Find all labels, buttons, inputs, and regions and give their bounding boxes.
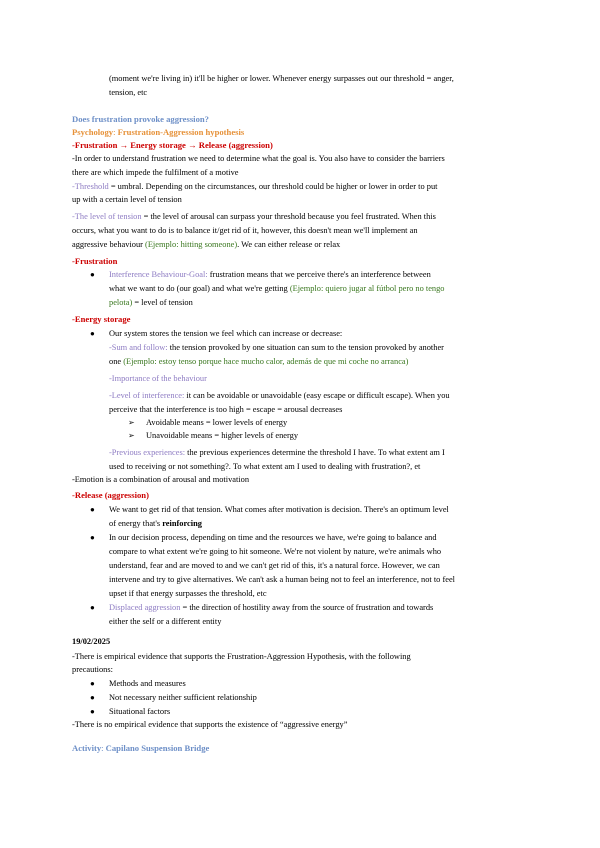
arrow-bullet-icon: ➢	[128, 431, 135, 440]
release-b3-line-2: either the self or a different entity	[109, 617, 222, 626]
unavoidable-item: Unavoidable means = higher levels of energy	[146, 431, 299, 440]
interference-def: frustration means that we perceive there's an interference between	[207, 270, 431, 279]
level-interference-term: -Level of interference:	[109, 391, 185, 400]
sum-def: the tension provoked by one situation can sum to the tension provoked by another	[167, 343, 444, 352]
displaced-term: Displaced aggression	[109, 603, 181, 612]
interference-line-1	[109, 389, 450, 402]
frustration-line-2-start: what we want to do (our goal) and what we're getting	[109, 284, 290, 293]
release-b1-line-1: We want to get rid of that tension. What comes after motivation is decision. There's an optimum level	[109, 505, 449, 514]
release-b2-line-3: understand, fear and are moved to and we can't get rid of this, it's a natural force. However, we can	[109, 561, 440, 570]
psychology-label: Psychology	[72, 127, 114, 137]
energy-heading: -Energy storage	[72, 314, 131, 324]
tension-example: (Ejemplo: hitting someone)	[145, 240, 238, 249]
bullet-dot-icon: ●	[90, 707, 95, 716]
sum-example: (Ejemplo: estoy tenso porque hace mucho calor, además de que mi coche no arranca)	[123, 357, 409, 366]
release-b2-line-5: upset if that energy surpasses the threshold, etc	[109, 589, 267, 598]
arrow-bullet-icon: ➢	[128, 418, 135, 427]
bullet-dot-icon: ●	[90, 533, 95, 542]
bullet-dot-icon: ●	[90, 505, 95, 514]
frustration-bullet-line-2	[109, 282, 445, 295]
release-b1-start: of energy that's	[109, 519, 163, 528]
continuation-line-2: tension, etc	[109, 88, 148, 97]
release-b1-line-2	[109, 517, 202, 530]
sum-line-1	[109, 341, 444, 354]
activity-heading	[72, 742, 209, 755]
date-heading: 19/02/2025	[72, 637, 111, 646]
release-b3-line-1	[109, 601, 433, 614]
interference-line-2: perceive that the interference is too high = escape = arousal decreases	[109, 405, 343, 414]
previous-def: the previous experiences determine the threshold I have. To what extent am I	[185, 448, 445, 457]
previous-line-2: used to receiving or not something?. To what extent am I used to dealing with frustration?, et	[109, 462, 421, 471]
chain-heading: -Frustration → Energy storage → Release (aggression)	[72, 140, 273, 150]
threshold-line-2: up with a certain level of tension	[72, 195, 182, 204]
no-evidence-line: -There is no empirical evidence that supports the existence of “aggressive energy”	[72, 720, 348, 729]
intro-line-2: there are which impede the fulfilment of a motive	[72, 168, 239, 177]
frustration-bullet-line-1	[109, 268, 431, 281]
question-heading: Does frustration provoke aggression?	[72, 114, 209, 124]
release-b2-line-2: compare to what extent we're going to hit someone. We're not violent by nature, we're animals who	[109, 547, 442, 556]
evidence-item-1: Methods and measures	[109, 679, 186, 688]
evidence-line-2: precautions:	[72, 665, 113, 674]
interference-term: Interference Behaviour-Goal:	[109, 270, 208, 279]
activity-value: Capilano Suspension Bridge	[105, 743, 210, 753]
displaced-def: = the direction of hostility away from the source of frustration and towards	[180, 603, 434, 612]
frustration-example-1: (Ejemplo: quiero jugar al fútbol pero no tengo	[289, 284, 445, 293]
frustration-heading: -Frustration	[72, 256, 118, 266]
psychology-sep: :	[113, 127, 116, 137]
tension-line-1	[72, 210, 436, 223]
tension-line-3-start: aggressive behaviour	[72, 240, 146, 249]
energy-bullet-1: Our system stores the tension we feel which can increase or decrease:	[109, 329, 343, 338]
evidence-line-1: -There is empirical evidence that supports the Frustration-Aggression Hypothesis, with the following	[72, 652, 411, 661]
tension-def: = the level of arousal can surpass your threshold because you feel frustrated. When this	[141, 212, 436, 221]
importance-heading: -Importance of the behaviour	[109, 374, 207, 383]
release-b2-line-1: In our decision process, depending on time and the resources we have, we're going to balance and	[109, 533, 437, 542]
reinforcing-word: reinforcing	[162, 519, 202, 528]
frustration-bullet-line-3	[109, 296, 193, 309]
tension-line-2: occurs, what you want to do is to balance it/get rid of it, however, this doesn't mean we'll implement an	[72, 226, 418, 235]
release-heading: -Release (aggression)	[72, 490, 149, 500]
tension-term: -The level of tension	[72, 212, 142, 221]
emotion-line: -Emotion is a combination of arousal and motivation	[72, 475, 250, 484]
threshold-line-1	[72, 180, 437, 193]
bullet-dot-icon: ●	[90, 270, 95, 279]
activity-sep: :	[101, 743, 104, 753]
psychology-heading	[72, 126, 244, 139]
sum-line-2	[109, 355, 408, 368]
tension-line-3	[72, 238, 340, 251]
continuation-line-1: (moment we're living in) it'll be higher or lower. Whenever energy surpasses out our threshold = anger,	[109, 74, 454, 83]
frustration-line-3-end: = level of tension	[132, 298, 193, 307]
threshold-term: -Threshold	[72, 182, 109, 191]
threshold-def: = umbral. Depending on the circumstances, our threshold could be higher or lower in order to put	[108, 182, 438, 191]
bullet-dot-icon: ●	[90, 693, 95, 702]
previous-term: -Previous experiences:	[109, 448, 186, 457]
sum-line-2-start: one	[109, 357, 124, 366]
psychology-value: Frustration-Aggression hypothesis	[117, 127, 245, 137]
frustration-example-2: pelota)	[109, 298, 133, 307]
previous-line-1	[109, 446, 445, 459]
release-b2-line-4: intervene and try to give alternatives. We can't ask a human being not to feel an interference, not to feel	[109, 575, 456, 584]
evidence-item-2: Not necessary neither sufficient relationship	[109, 693, 257, 702]
bullet-dot-icon: ●	[90, 329, 95, 338]
avoidable-item: Avoidable means = lower levels of energy	[146, 418, 288, 427]
sum-term: -Sum and follow:	[109, 343, 168, 352]
activity-label: Activity	[72, 743, 102, 753]
level-interference-def: it can be avoidable or unavoidable (easy escape or difficult escape). When you	[184, 391, 450, 400]
evidence-item-3: Situational factors	[109, 707, 171, 716]
bullet-dot-icon: ●	[90, 603, 95, 612]
tension-line-3-end: . We can either release or relax	[237, 240, 341, 249]
bullet-dot-icon: ●	[90, 679, 95, 688]
intro-line-1: -In order to understand frustration we need to determine what the goal is. You also have to consider the barriers	[72, 154, 445, 163]
